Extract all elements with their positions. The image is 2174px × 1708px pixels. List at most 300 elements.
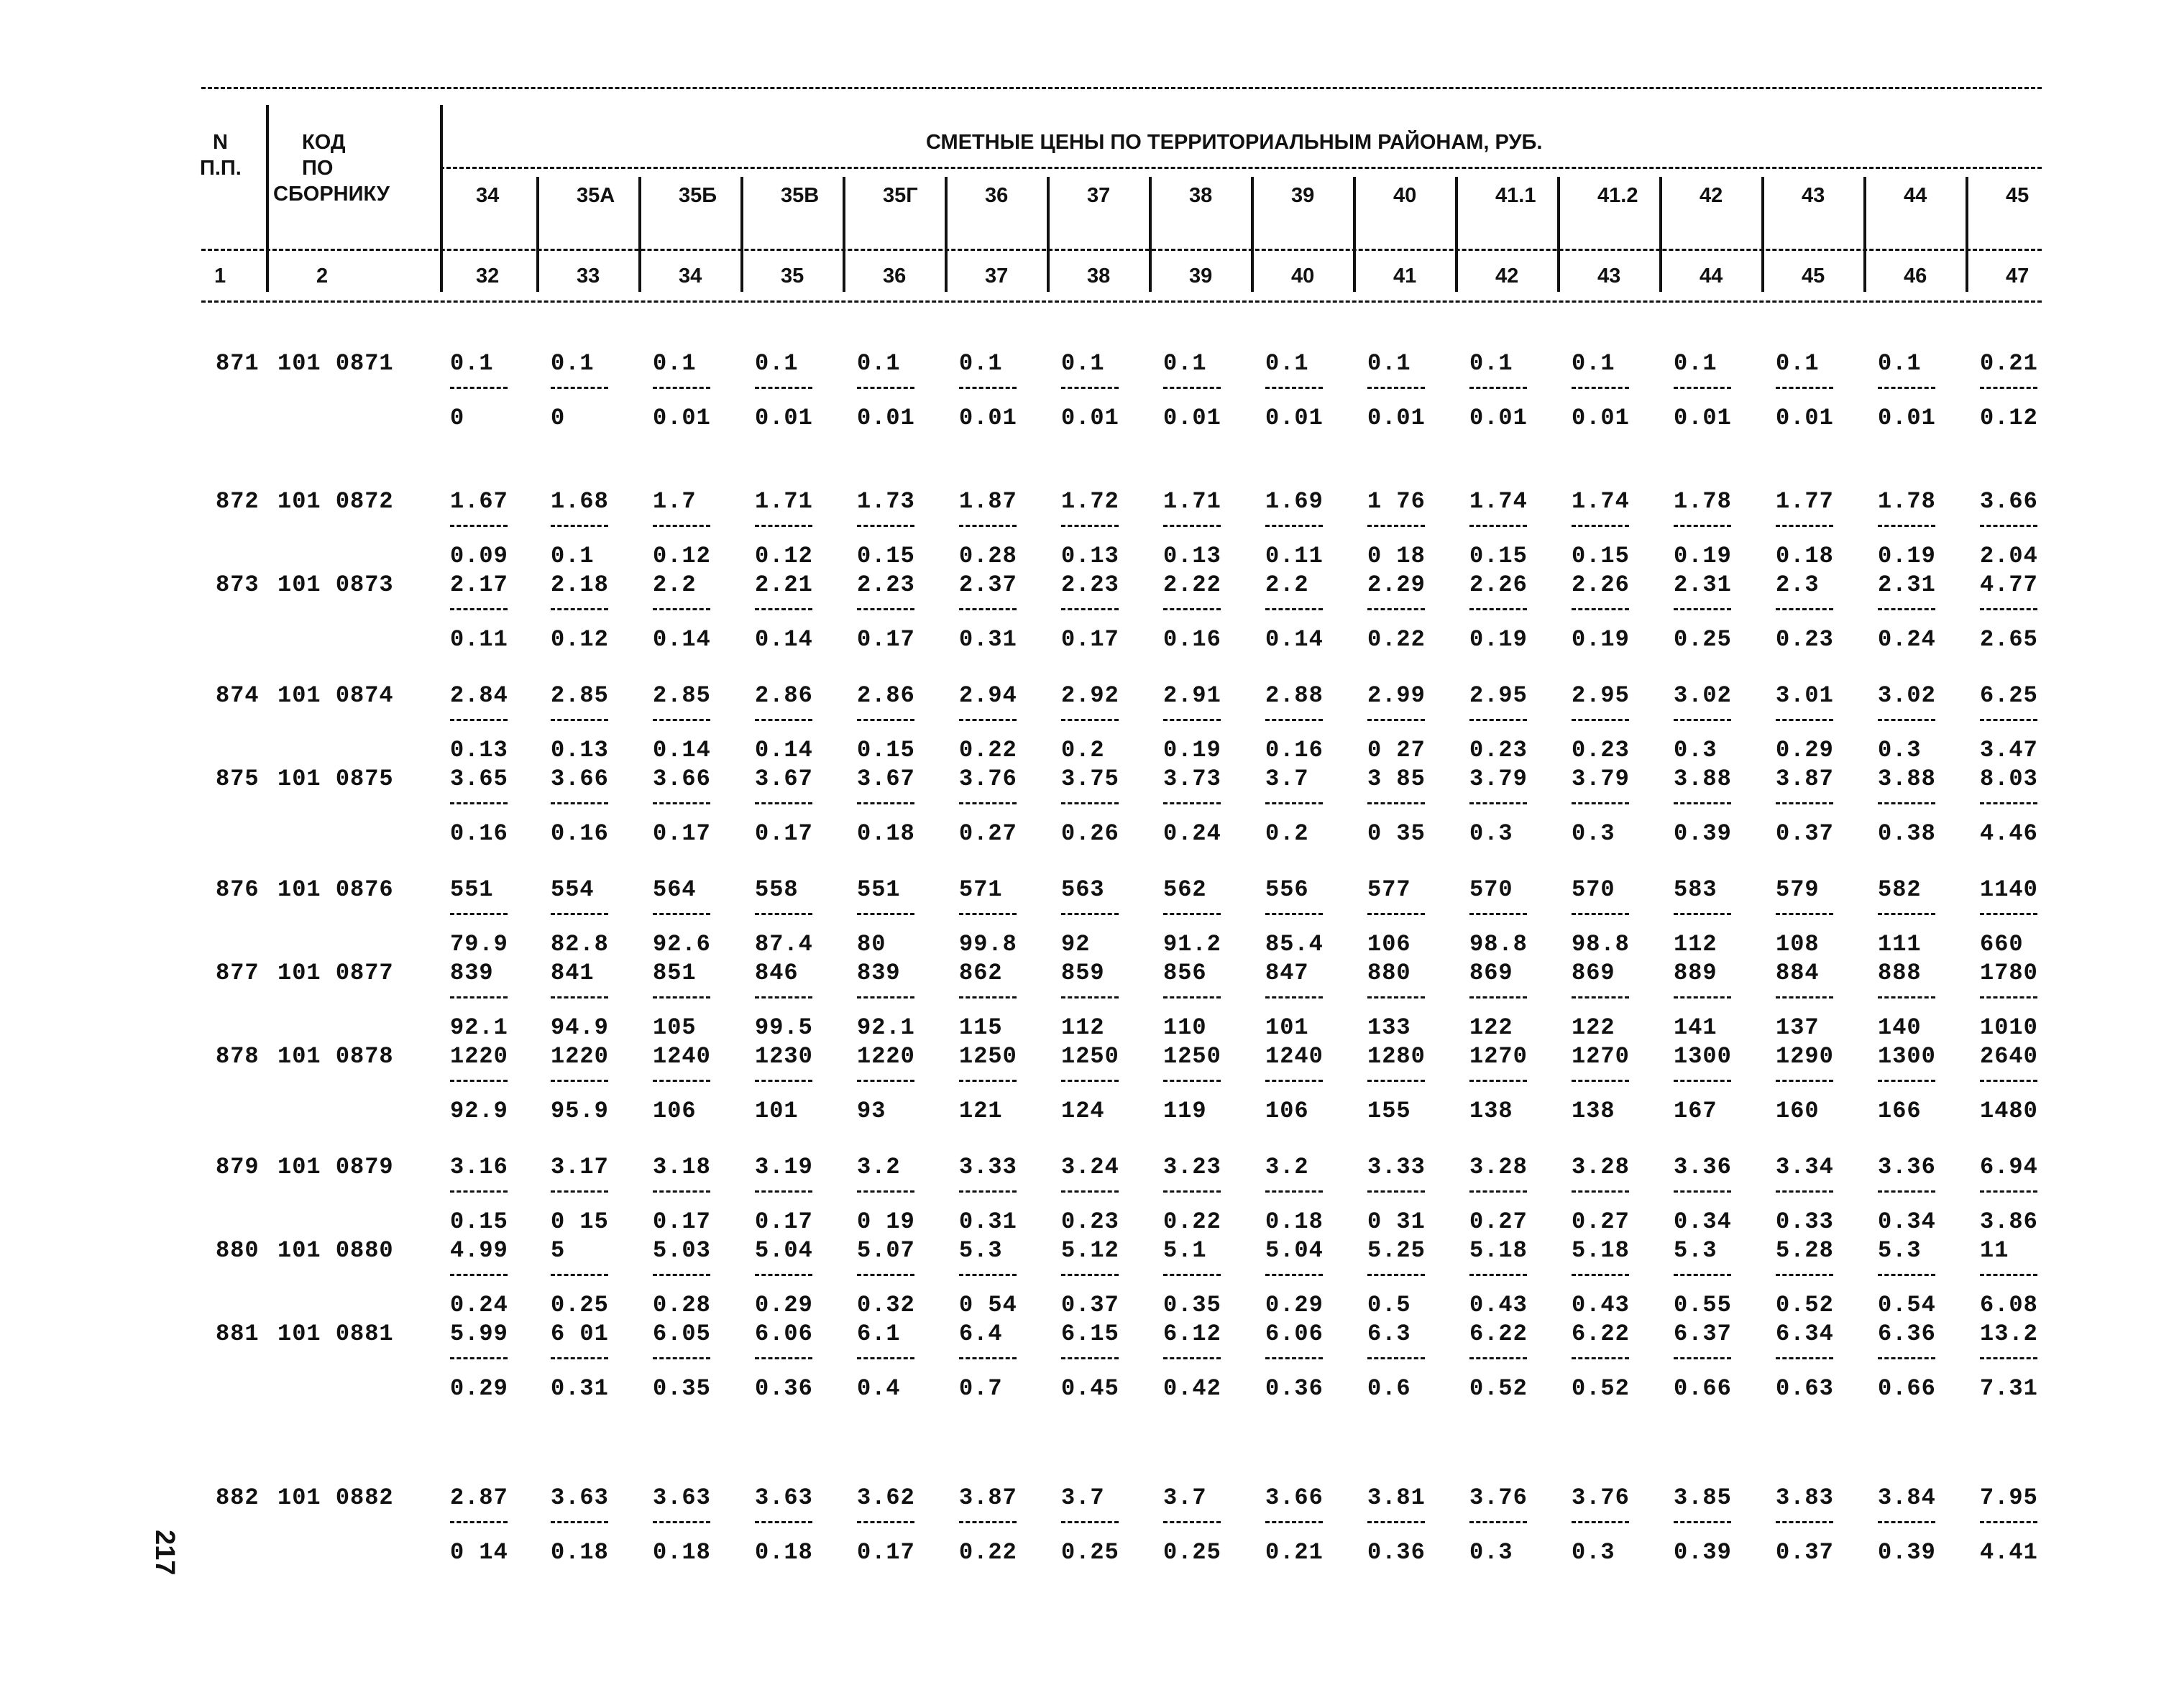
price-cell-bottom: 0.19 bbox=[1163, 737, 1221, 763]
price-cell-bottom: 124 bbox=[1061, 1098, 1105, 1124]
price-cell-top: 6.4 bbox=[959, 1321, 1003, 1347]
price-cell-top: 5.12 bbox=[1061, 1237, 1119, 1264]
column-number: 41 bbox=[1393, 265, 1417, 288]
price-cell-bottom: 141 bbox=[1674, 1014, 1717, 1041]
price-cell-top: 1270 bbox=[1572, 1043, 1630, 1070]
fraction-bar bbox=[857, 1274, 914, 1276]
price-cell-top: 3.76 bbox=[1572, 1484, 1630, 1511]
price-cell-bottom: 0.18 bbox=[653, 1539, 711, 1566]
price-cell-bottom: 0.34 bbox=[1878, 1208, 1936, 1235]
fraction-bar bbox=[1469, 387, 1527, 389]
price-cell-bottom: 0.2 bbox=[1265, 820, 1309, 847]
fraction-bar bbox=[551, 1274, 608, 1276]
fraction-bar bbox=[1367, 1357, 1425, 1359]
price-cell-top: 6.36 bbox=[1878, 1321, 1936, 1347]
fraction-bar bbox=[551, 996, 608, 998]
header-separator bbox=[1251, 177, 1254, 292]
price-cell-top: 571 bbox=[959, 876, 1003, 903]
price-cell-bottom: 119 bbox=[1163, 1098, 1207, 1124]
price-cell-bottom: 0.23 bbox=[1061, 1208, 1119, 1235]
price-cell-top: 6.22 bbox=[1572, 1321, 1630, 1347]
price-cell-top: 2.17 bbox=[450, 571, 508, 598]
price-cell-bottom: 138 bbox=[1572, 1098, 1615, 1124]
price-cell-top: 2.86 bbox=[755, 682, 813, 709]
price-cell-bottom: 106 bbox=[1367, 931, 1411, 958]
price-cell-top: 551 bbox=[857, 876, 901, 903]
fraction-bar bbox=[1674, 913, 1731, 915]
fraction-bar bbox=[551, 1080, 608, 1082]
price-cell-bottom: 0.14 bbox=[755, 737, 813, 763]
fraction-bar bbox=[1878, 1357, 1935, 1359]
page-number: 217 bbox=[150, 1530, 180, 1576]
fraction-bar bbox=[1878, 387, 1935, 389]
price-cell-top: 3 85 bbox=[1367, 766, 1426, 792]
price-cell-bottom: 0.66 bbox=[1878, 1375, 1936, 1402]
price-cell-top: 839 bbox=[450, 960, 494, 986]
region-label: 35В bbox=[781, 184, 820, 207]
price-cell-top: 5.18 bbox=[1469, 1237, 1528, 1264]
price-cell-top: 841 bbox=[551, 960, 595, 986]
price-cell-top: 2.94 bbox=[959, 682, 1017, 709]
price-cell-bottom: 4.46 bbox=[1980, 820, 2038, 847]
fraction-bar bbox=[1367, 996, 1425, 998]
price-cell-bottom: 121 bbox=[959, 1098, 1003, 1124]
price-cell-top: 1140 bbox=[1980, 876, 2038, 903]
row-code: 101 0878 bbox=[278, 1043, 394, 1070]
price-cell-top: 570 bbox=[1469, 876, 1513, 903]
price-cell-top: 570 bbox=[1572, 876, 1615, 903]
price-cell-bottom: 133 bbox=[1367, 1014, 1411, 1041]
price-cell-top: 5 bbox=[551, 1237, 566, 1264]
price-cell-bottom: 92.6 bbox=[653, 931, 711, 958]
price-cell-bottom: 0.01 bbox=[1163, 405, 1221, 431]
header-separator bbox=[638, 177, 641, 292]
price-cell-bottom: 112 bbox=[1061, 1014, 1105, 1041]
price-cell-bottom: 0.3 bbox=[1674, 737, 1717, 763]
price-cell-bottom: 0.19 bbox=[1469, 626, 1528, 653]
price-cell-bottom: 6.08 bbox=[1980, 1292, 2038, 1318]
price-cell-top: 11 bbox=[1980, 1237, 2009, 1264]
price-cell-top: 3.02 bbox=[1674, 682, 1732, 709]
price-cell-top: 1.7 bbox=[653, 488, 697, 515]
fraction-bar bbox=[1776, 387, 1833, 389]
header-separator bbox=[1353, 177, 1356, 292]
fraction-bar bbox=[450, 802, 508, 804]
price-cell-bottom: 0.17 bbox=[1061, 626, 1119, 653]
price-cell-top: 1250 bbox=[959, 1043, 1017, 1070]
price-cell-bottom: 0.52 bbox=[1572, 1375, 1630, 1402]
price-cell-top: 3.17 bbox=[551, 1154, 609, 1180]
price-cell-top: 2.99 bbox=[1367, 682, 1426, 709]
price-cell-bottom: 0.25 bbox=[1674, 626, 1732, 653]
region-label: 41.1 bbox=[1495, 184, 1536, 207]
price-cell-top: 3.79 bbox=[1572, 766, 1630, 792]
price-cell-bottom: 0.37 bbox=[1776, 1539, 1834, 1566]
price-cell-top: 5.28 bbox=[1776, 1237, 1834, 1264]
price-cell-top: 3.85 bbox=[1674, 1484, 1732, 1511]
price-cell-top: 1300 bbox=[1878, 1043, 1936, 1070]
price-cell-bottom: 112 bbox=[1674, 931, 1717, 958]
price-cell-top: 4.77 bbox=[1980, 571, 2038, 598]
price-cell-bottom: 0.25 bbox=[1061, 1539, 1119, 1566]
col-num-label: N bbox=[213, 131, 228, 154]
fraction-bar bbox=[653, 525, 710, 527]
price-cell-bottom: 95.9 bbox=[551, 1098, 609, 1124]
region-label: 37 bbox=[1087, 184, 1111, 207]
fraction-bar bbox=[1061, 1080, 1119, 1082]
fraction-bar bbox=[1061, 1274, 1119, 1276]
price-cell-bottom: 0 31 bbox=[1367, 1208, 1426, 1235]
price-cell-bottom: 0.1 bbox=[551, 543, 595, 569]
price-cell-top: 2.31 bbox=[1878, 571, 1936, 598]
price-cell-top: 2.26 bbox=[1469, 571, 1528, 598]
column-number: 47 bbox=[2006, 265, 2029, 288]
price-cell-bottom: 101 bbox=[1265, 1014, 1309, 1041]
price-cell-bottom: 92 bbox=[1061, 931, 1091, 958]
price-cell-bottom: 92.1 bbox=[450, 1014, 508, 1041]
price-cell-bottom: 0.3 bbox=[1572, 820, 1615, 847]
price-cell-bottom: 0.39 bbox=[1674, 820, 1732, 847]
column-number: 36 bbox=[883, 265, 907, 288]
price-cell-bottom: 0.18 bbox=[755, 1539, 813, 1566]
price-cell-top: 1220 bbox=[857, 1043, 915, 1070]
price-cell-top: 3.67 bbox=[755, 766, 813, 792]
column-number: 45 bbox=[1802, 265, 1825, 288]
price-cell-top: 13.2 bbox=[1980, 1321, 2038, 1347]
price-cell-top: 2.22 bbox=[1163, 571, 1221, 598]
price-cell-bottom: 115 bbox=[959, 1014, 1003, 1041]
price-cell-bottom: 0.3 bbox=[1469, 1539, 1513, 1566]
fraction-bar bbox=[1572, 1080, 1629, 1082]
price-cell-bottom: 0.15 bbox=[857, 543, 915, 569]
price-cell-top: 3.28 bbox=[1469, 1154, 1528, 1180]
region-label: 36 bbox=[985, 184, 1009, 207]
price-cell-bottom: 0.19 bbox=[1674, 543, 1732, 569]
price-cell-top: 2.29 bbox=[1367, 571, 1426, 598]
price-cell-top: 3.2 bbox=[857, 1154, 901, 1180]
price-cell-top: 1.77 bbox=[1776, 488, 1834, 515]
price-cell-top: 6.05 bbox=[653, 1321, 711, 1347]
price-cell-top: 6.25 bbox=[1980, 682, 2038, 709]
fraction-bar bbox=[1878, 1521, 1935, 1523]
price-cell-bottom: 0.14 bbox=[653, 626, 711, 653]
price-cell-bottom: 0.23 bbox=[1572, 737, 1630, 763]
region-label: 44 bbox=[1904, 184, 1927, 207]
price-cell-bottom: 93 bbox=[857, 1098, 886, 1124]
fraction-bar bbox=[1572, 387, 1629, 389]
fraction-bar bbox=[1163, 608, 1221, 610]
price-cell-top: 3.63 bbox=[755, 1484, 813, 1511]
price-cell-top: 0.1 bbox=[1061, 350, 1105, 377]
price-cell-top: 2640 bbox=[1980, 1043, 2038, 1070]
header-separator bbox=[1761, 177, 1764, 292]
fraction-bar bbox=[1878, 719, 1935, 721]
fraction-bar bbox=[1980, 1521, 2037, 1523]
fraction-bar bbox=[857, 525, 914, 527]
price-cell-bottom: 0.01 bbox=[1776, 405, 1834, 431]
price-cell-top: 2.86 bbox=[857, 682, 915, 709]
price-cell-bottom: 0.14 bbox=[1265, 626, 1324, 653]
price-cell-top: 1.73 bbox=[857, 488, 915, 515]
price-cell-top: 1240 bbox=[1265, 1043, 1324, 1070]
price-cell-bottom: 0.15 bbox=[450, 1208, 508, 1235]
price-cell-top: 2.31 bbox=[1674, 571, 1732, 598]
fraction-bar bbox=[653, 719, 710, 721]
col-code-label: СБОРНИКУ bbox=[273, 183, 390, 206]
fraction-bar bbox=[1265, 525, 1323, 527]
fraction-bar bbox=[1980, 1190, 2037, 1193]
price-cell-top: 3.87 bbox=[1776, 766, 1834, 792]
fraction-bar bbox=[1469, 719, 1527, 721]
header-separator bbox=[1455, 177, 1458, 292]
price-cell-top: 1 76 bbox=[1367, 488, 1426, 515]
column-number: 37 bbox=[985, 265, 1009, 288]
fraction-bar bbox=[1061, 802, 1119, 804]
fraction-bar bbox=[857, 387, 914, 389]
price-cell-bottom: 0.09 bbox=[450, 543, 508, 569]
price-cell-bottom: 0.01 bbox=[1674, 405, 1732, 431]
price-cell-top: 6.3 bbox=[1367, 1321, 1411, 1347]
fraction-bar bbox=[551, 525, 608, 527]
header-separator bbox=[1149, 177, 1152, 292]
price-cell-bottom: 155 bbox=[1367, 1098, 1411, 1124]
header-separator bbox=[1659, 177, 1662, 292]
fraction-bar bbox=[551, 802, 608, 804]
fraction-bar bbox=[1061, 996, 1119, 998]
price-cell-bottom: 0.33 bbox=[1776, 1208, 1834, 1235]
price-cell-top: 3.76 bbox=[1469, 1484, 1528, 1511]
price-cell-bottom: 0.22 bbox=[1367, 626, 1426, 653]
price-cell-bottom: 80 bbox=[857, 931, 886, 958]
fraction-bar bbox=[1674, 387, 1731, 389]
price-cell-top: 3.65 bbox=[450, 766, 508, 792]
fraction-bar bbox=[1776, 1274, 1833, 1276]
price-cell-top: 5.07 bbox=[857, 1237, 915, 1264]
fraction-bar bbox=[959, 1190, 1017, 1193]
fraction-bar bbox=[1674, 525, 1731, 527]
price-cell-top: 2.26 bbox=[1572, 571, 1630, 598]
price-cell-bottom: 0.17 bbox=[653, 1208, 711, 1235]
fraction-bar bbox=[959, 719, 1017, 721]
price-cell-top: 2.87 bbox=[450, 1484, 508, 1511]
price-cell-bottom: 0.43 bbox=[1572, 1292, 1630, 1318]
price-cell-top: 888 bbox=[1878, 960, 1922, 986]
price-cell-top: 6.22 bbox=[1469, 1321, 1528, 1347]
price-cell-top: 0.1 bbox=[857, 350, 901, 377]
price-cell-top: 3.02 bbox=[1878, 682, 1936, 709]
column-number: 44 bbox=[1700, 265, 1723, 288]
price-cell-bottom: 166 bbox=[1878, 1098, 1922, 1124]
fraction-bar bbox=[1061, 608, 1119, 610]
fraction-bar bbox=[1367, 525, 1425, 527]
price-cell-bottom: 101 bbox=[755, 1098, 799, 1124]
fraction-bar bbox=[1265, 1190, 1323, 1193]
fraction-bar bbox=[1163, 525, 1221, 527]
column-number: 38 bbox=[1087, 265, 1111, 288]
fraction-bar bbox=[1980, 1357, 2037, 1359]
column-number: 33 bbox=[577, 265, 600, 288]
fraction-bar bbox=[450, 1521, 508, 1523]
price-cell-top: 5.3 bbox=[1674, 1237, 1717, 1264]
row-number: 882 bbox=[216, 1484, 260, 1511]
price-cell-top: 884 bbox=[1776, 960, 1820, 986]
price-cell-top: 839 bbox=[857, 960, 901, 986]
fraction-bar bbox=[1980, 1080, 2037, 1082]
fraction-bar bbox=[1572, 719, 1629, 721]
row-code: 101 0880 bbox=[278, 1237, 394, 1264]
fraction-bar bbox=[450, 913, 508, 915]
price-cell-bottom: 0.24 bbox=[1878, 626, 1936, 653]
fraction-bar bbox=[755, 1521, 812, 1523]
price-cell-top: 3.83 bbox=[1776, 1484, 1834, 1511]
price-cell-bottom: 1010 bbox=[1980, 1014, 2038, 1041]
price-cell-bottom: 160 bbox=[1776, 1098, 1820, 1124]
fraction-bar bbox=[1980, 608, 2037, 610]
price-cell-bottom: 0.25 bbox=[1163, 1539, 1221, 1566]
price-cell-bottom: 0 bbox=[450, 405, 465, 431]
region-label: 39 bbox=[1291, 184, 1315, 207]
price-cell-top: 3.36 bbox=[1878, 1154, 1936, 1180]
price-cell-bottom: 108 bbox=[1776, 931, 1820, 958]
price-cell-bottom: 0.16 bbox=[450, 820, 508, 847]
price-cell-bottom: 7.31 bbox=[1980, 1375, 2038, 1402]
price-cell-top: 1.71 bbox=[1163, 488, 1221, 515]
price-cell-top: 1.87 bbox=[959, 488, 1017, 515]
price-cell-top: 1280 bbox=[1367, 1043, 1426, 1070]
fraction-bar bbox=[1265, 1274, 1323, 1276]
fraction-bar bbox=[959, 1521, 1017, 1523]
fraction-bar bbox=[1469, 525, 1527, 527]
price-cell-top: 4.99 bbox=[450, 1237, 508, 1264]
price-cell-top: 5.18 bbox=[1572, 1237, 1630, 1264]
fraction-bar bbox=[1265, 1080, 1323, 1082]
price-cell-top: 3.23 bbox=[1163, 1154, 1221, 1180]
fraction-bar bbox=[857, 1190, 914, 1193]
fraction-bar bbox=[1878, 1080, 1935, 1082]
price-cell-bottom: 0.7 bbox=[959, 1375, 1003, 1402]
price-cell-top: 2.85 bbox=[551, 682, 609, 709]
price-cell-top: 2.23 bbox=[1061, 571, 1119, 598]
fraction-bar bbox=[1776, 525, 1833, 527]
row-number: 876 bbox=[216, 876, 260, 903]
price-cell-bottom: 0.01 bbox=[1469, 405, 1528, 431]
fraction-bar bbox=[755, 1274, 812, 1276]
fraction-bar bbox=[755, 608, 812, 610]
price-cell-bottom: 122 bbox=[1469, 1014, 1513, 1041]
price-cell-bottom: 0.22 bbox=[1163, 1208, 1221, 1235]
price-cell-bottom: 0.26 bbox=[1061, 820, 1119, 847]
price-cell-top: 3.01 bbox=[1776, 682, 1834, 709]
fraction-bar bbox=[755, 1080, 812, 1082]
fraction-bar bbox=[1469, 608, 1527, 610]
price-cell-bottom: 0.27 bbox=[959, 820, 1017, 847]
fraction-bar bbox=[755, 1190, 812, 1193]
price-cell-bottom: 0.25 bbox=[551, 1292, 609, 1318]
price-cell-bottom: 0.18 bbox=[857, 820, 915, 847]
header-separator bbox=[1863, 177, 1866, 292]
price-cell-bottom: 0.14 bbox=[653, 737, 711, 763]
row-number: 877 bbox=[216, 960, 260, 986]
price-cell-top: 0.1 bbox=[1878, 350, 1922, 377]
price-cell-top: 1290 bbox=[1776, 1043, 1834, 1070]
price-cell-top: 551 bbox=[450, 876, 494, 903]
fraction-bar bbox=[551, 387, 608, 389]
fraction-bar bbox=[1469, 1080, 1527, 1082]
price-cell-bottom: 0.31 bbox=[959, 1208, 1017, 1235]
fraction-bar bbox=[1674, 802, 1731, 804]
fraction-bar bbox=[755, 996, 812, 998]
fraction-bar bbox=[1061, 1357, 1119, 1359]
fraction-bar bbox=[959, 387, 1017, 389]
price-cell-top: 6 01 bbox=[551, 1321, 609, 1347]
price-cell-bottom: 0.01 bbox=[1572, 405, 1630, 431]
column-number: 34 bbox=[679, 265, 702, 288]
price-cell-top: 5.25 bbox=[1367, 1237, 1426, 1264]
region-label: 41.2 bbox=[1597, 184, 1638, 207]
region-label: 35Б bbox=[679, 184, 717, 207]
fraction-bar bbox=[1469, 802, 1527, 804]
price-cell-top: 1.72 bbox=[1061, 488, 1119, 515]
price-cell-bottom: 0.21 bbox=[1265, 1539, 1324, 1566]
price-cell-bottom: 0.18 bbox=[551, 1539, 609, 1566]
price-cell-top: 846 bbox=[755, 960, 799, 986]
header-separator bbox=[536, 177, 539, 292]
price-cell-top: 0.1 bbox=[551, 350, 595, 377]
price-cell-bottom: 0.12 bbox=[653, 543, 711, 569]
row-code: 101 0875 bbox=[278, 766, 394, 792]
price-cell-bottom: 0.3 bbox=[1878, 737, 1922, 763]
fraction-bar bbox=[1367, 1080, 1425, 1082]
price-cell-bottom: 79.9 bbox=[450, 931, 508, 958]
fraction-bar bbox=[857, 802, 914, 804]
price-cell-bottom: 0.29 bbox=[1265, 1292, 1324, 1318]
colnum-top-rule bbox=[201, 249, 2042, 251]
price-cell-bottom: 94.9 bbox=[551, 1014, 609, 1041]
fraction-bar bbox=[1980, 387, 2037, 389]
price-cell-bottom: 4.41 bbox=[1980, 1539, 2038, 1566]
price-cell-top: 0.1 bbox=[1367, 350, 1411, 377]
column-number: 35 bbox=[781, 265, 804, 288]
price-cell-bottom: 0.39 bbox=[1878, 1539, 1936, 1566]
price-cell-top: 3.34 bbox=[1776, 1154, 1834, 1180]
price-cell-top: 859 bbox=[1061, 960, 1105, 986]
column-number: 2 bbox=[316, 265, 329, 288]
fraction-bar bbox=[1163, 1521, 1221, 1523]
fraction-bar bbox=[1061, 719, 1119, 721]
price-cell-top: 6.06 bbox=[1265, 1321, 1324, 1347]
header-separator bbox=[440, 105, 443, 292]
price-cell-bottom: 0 19 bbox=[857, 1208, 915, 1235]
price-cell-top: 556 bbox=[1265, 876, 1309, 903]
price-cell-top: 3.33 bbox=[1367, 1154, 1426, 1180]
fraction-bar bbox=[1367, 802, 1425, 804]
price-cell-bottom: 0.15 bbox=[1469, 543, 1528, 569]
price-cell-bottom: 0.27 bbox=[1572, 1208, 1630, 1235]
row-number: 873 bbox=[216, 571, 260, 598]
price-cell-top: 2.85 bbox=[653, 682, 711, 709]
fraction-bar bbox=[551, 1357, 608, 1359]
fraction-bar bbox=[1469, 1274, 1527, 1276]
fraction-bar bbox=[1980, 996, 2037, 998]
price-cell-bottom: 0.24 bbox=[1163, 820, 1221, 847]
price-cell-top: 2.91 bbox=[1163, 682, 1221, 709]
price-cell-bottom: 0.17 bbox=[653, 820, 711, 847]
fraction-bar bbox=[1469, 1521, 1527, 1523]
price-cell-bottom: 0.36 bbox=[755, 1375, 813, 1402]
fraction-bar bbox=[1265, 1357, 1323, 1359]
price-cell-bottom: 0.12 bbox=[1980, 405, 2038, 431]
fraction-bar bbox=[959, 1080, 1017, 1082]
